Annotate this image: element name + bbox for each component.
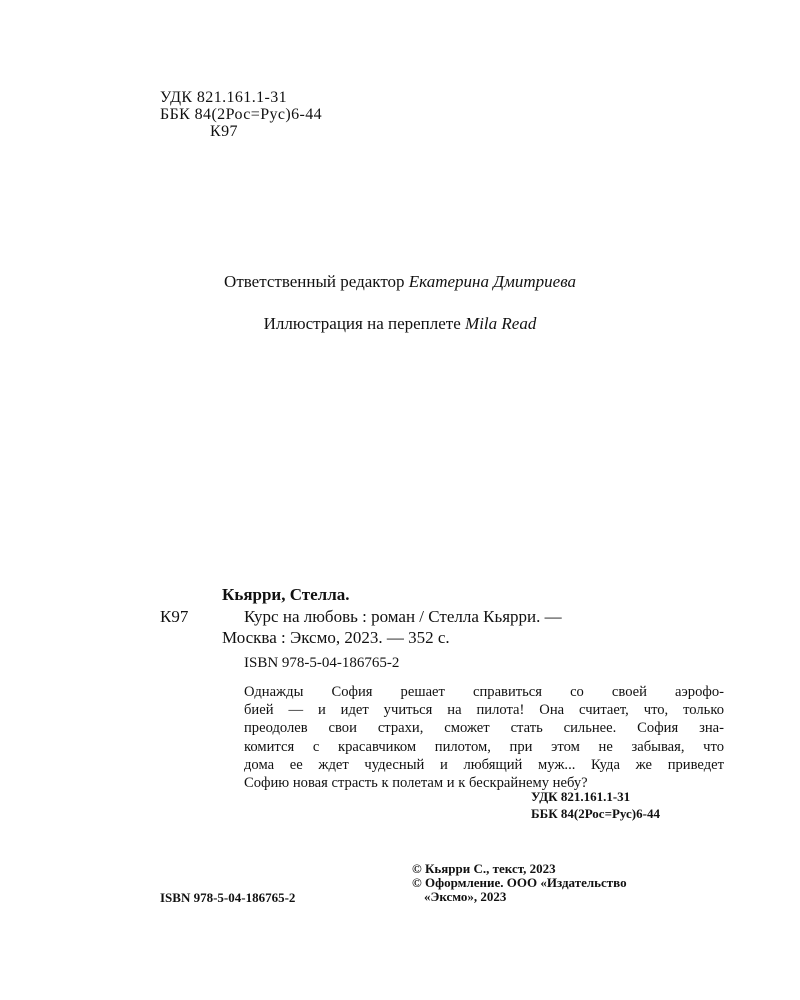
bib-author: Кьярри, Стелла. bbox=[222, 585, 350, 604]
author-mark-top: К97 bbox=[210, 123, 238, 140]
editor-credit bbox=[0, 272, 800, 292]
bib-title-line2: Москва : Эксмо, 2023. — 352 с. bbox=[222, 628, 450, 647]
illustration-name: Mila Read bbox=[465, 314, 537, 333]
editor-name: Екатерина Дмитриева bbox=[408, 272, 576, 291]
copyright-text: © Кьярри С., текст, 2023 bbox=[412, 861, 556, 876]
annotation-line: бией — и идет учиться на пилота! Она считает, что, только bbox=[244, 702, 724, 719]
annotation-line: преодолев свои страхи, сможет стать сильнее. София зна- bbox=[244, 720, 724, 737]
annotation-line: Софию новая страсть к полетам и к бескрайнему небу? bbox=[244, 775, 588, 792]
udk-bottom: УДК 821.161.1-31 bbox=[531, 789, 631, 804]
bib-author-mark: К97 bbox=[160, 607, 189, 626]
footer-isbn: ISBN 978-5-04-186765-2 bbox=[160, 890, 296, 905]
copyright-design: © Оформление. ООО «Издательство bbox=[412, 875, 627, 890]
illustration-label: Иллюстрация на переплете bbox=[263, 314, 461, 333]
illustration-credit bbox=[0, 314, 800, 334]
bib-title-line1: Курс на любовь : роман / Стелла Кьярри. — bbox=[244, 607, 562, 626]
bbk-bottom: ББК 84(2Рос=Рус)6-44 bbox=[531, 806, 660, 821]
annotation-line: комится с красавчиком пилотом, при этом не забывая, что bbox=[244, 738, 724, 755]
udk-top: УДК 821.161.1-31 bbox=[160, 89, 288, 106]
annotation-line: Однажды София решает справиться со своей аэрофо- bbox=[244, 684, 724, 700]
bbk-top: ББК 84(2Рос=Рус)6-44 bbox=[160, 106, 323, 123]
editor-label: Ответственный редактор bbox=[224, 272, 405, 291]
annotation bbox=[244, 683, 724, 792]
copyright-design-cont: «Эксмо», 2023 bbox=[424, 889, 507, 904]
bib-isbn: ISBN 978-5-04-186765-2 bbox=[244, 655, 400, 671]
annotation-line: дома ее ждет чудесный и любящий муж... Куда же приведет bbox=[244, 756, 724, 773]
